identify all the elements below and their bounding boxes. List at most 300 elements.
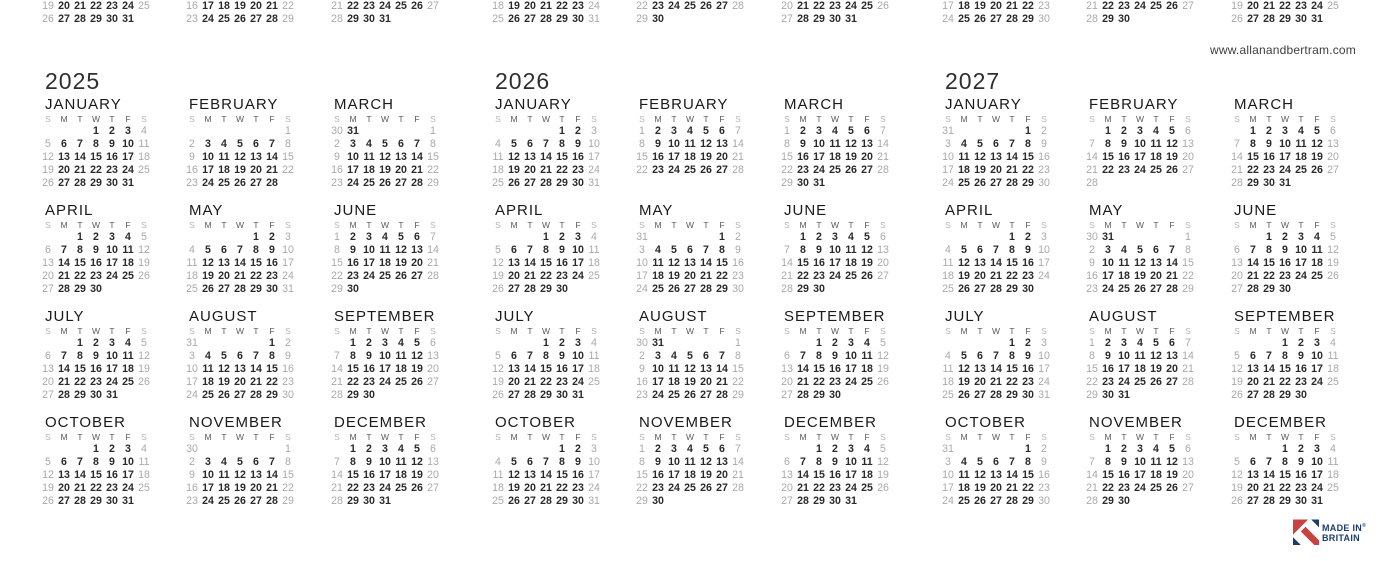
week-row <box>779 363 897 376</box>
date-cell: 24 <box>282 270 294 283</box>
empty-cell <box>232 337 248 350</box>
week-row <box>634 350 752 363</box>
date-cell: 27 <box>990 495 1002 508</box>
date-cell: 4 <box>961 456 967 469</box>
empty-cell <box>409 495 425 508</box>
date-cell: 7 <box>1266 456 1272 469</box>
weekday-header: F <box>575 220 581 230</box>
weekday-header-row <box>1229 325 1347 337</box>
week-row <box>40 443 158 456</box>
week-row <box>184 363 302 376</box>
date-cell: 18 <box>942 376 954 389</box>
empty-cell <box>1164 13 1180 26</box>
empty-cell <box>56 337 72 350</box>
date-cell: 2 <box>93 231 99 243</box>
date-cell: 23 <box>282 376 294 389</box>
date-cell: 31 <box>572 389 584 402</box>
date-cell: 6 <box>527 138 533 151</box>
date-cell: 3 <box>591 125 597 137</box>
date-cell: 15 <box>540 363 552 376</box>
date-cell: 28 <box>1086 177 1098 190</box>
date-cell: 31 <box>1102 231 1114 243</box>
date-cell: 18 <box>588 257 600 270</box>
date-cell: 16 <box>1038 469 1050 482</box>
weekday-header: T <box>109 220 115 230</box>
week-row <box>490 495 608 508</box>
date-cell: 7 <box>527 350 533 363</box>
empty-cell <box>988 337 1004 350</box>
date-cell: 20 <box>42 376 54 389</box>
week-row <box>940 151 1058 164</box>
date-cell: 26 <box>411 482 423 495</box>
week-row <box>779 164 897 177</box>
weekday-header: F <box>1314 432 1320 442</box>
weekday-header: S <box>189 114 195 124</box>
week-row <box>329 125 447 138</box>
weekday-header: W <box>830 326 840 336</box>
date-cell: 23 <box>829 376 841 389</box>
date-cell: 14 <box>234 257 246 270</box>
date-cell: 19 <box>42 164 54 177</box>
weekday-header: F <box>414 326 420 336</box>
date-cell: 19 <box>234 164 246 177</box>
date-cell: 18 <box>1134 363 1146 376</box>
week-row <box>490 244 608 257</box>
date-cell: 17 <box>1038 363 1050 376</box>
weekday-header: S <box>784 220 790 230</box>
date-cell: 2 <box>109 125 115 137</box>
month-title: JULY <box>945 308 985 325</box>
week-row <box>1084 456 1202 469</box>
date-cell: 6 <box>993 138 999 151</box>
date-cell: 22 <box>556 482 568 495</box>
date-cell: 28 <box>797 389 809 402</box>
date-cell: 10 <box>122 138 134 151</box>
badge-line1: MADE IN <box>1322 522 1363 533</box>
date-cell: 7 <box>993 244 999 257</box>
weekday-header: S <box>784 326 790 336</box>
date-cell: 28 <box>74 177 86 190</box>
date-cell: 18 <box>1150 151 1162 164</box>
date-cell: 16 <box>363 363 375 376</box>
date-cell: 6 <box>784 456 790 469</box>
date-cell: 8 <box>1009 350 1015 363</box>
date-cell: 21 <box>427 257 439 270</box>
date-cell: 5 <box>1169 443 1175 455</box>
date-cell: 13 <box>1247 363 1259 376</box>
date-cell: 13 <box>508 257 520 270</box>
empty-cell <box>698 231 714 244</box>
date-cell: 1 <box>543 231 549 243</box>
made-in-britain-badge <box>1293 519 1366 545</box>
date-cell: 26 <box>700 482 712 495</box>
week-row <box>1084 443 1202 456</box>
date-cell: 18 <box>202 376 214 389</box>
week-row <box>40 469 158 482</box>
week-row <box>490 151 608 164</box>
date-cell: 29 <box>74 389 86 402</box>
week-row <box>940 138 1058 151</box>
week-row <box>40 482 158 495</box>
date-cell: 3 <box>109 337 115 349</box>
date-cell: 20 <box>716 151 728 164</box>
date-cell: 23 <box>266 270 278 283</box>
date-cell: 12 <box>1231 469 1243 482</box>
date-cell: 23 <box>797 164 809 177</box>
date-cell: 22 <box>540 376 552 389</box>
date-cell: 14 <box>331 363 343 376</box>
date-cell: 14 <box>266 151 278 164</box>
week-row <box>40 177 158 190</box>
date-cell: 8 <box>816 350 822 363</box>
week-row <box>1229 337 1347 350</box>
date-cell: 19 <box>700 151 712 164</box>
date-cell: 30 <box>829 13 841 26</box>
week-row <box>1229 244 1347 257</box>
date-cell: 13 <box>1182 456 1194 469</box>
empty-cell <box>506 337 522 350</box>
date-cell: 4 <box>189 244 195 257</box>
date-cell: 28 <box>1166 283 1178 296</box>
date-cell: 17 <box>106 257 118 270</box>
date-cell: 3 <box>671 125 677 137</box>
date-cell: 27 <box>1247 389 1259 402</box>
date-cell: 4 <box>141 125 147 137</box>
date-cell: 23 <box>1038 482 1050 495</box>
date-cell: 25 <box>1150 164 1162 177</box>
date-cell: 16 <box>1295 363 1307 376</box>
date-cell: 24 <box>186 389 198 402</box>
date-cell: 6 <box>1169 337 1175 349</box>
week-row <box>1229 389 1347 402</box>
date-cell: 31 <box>122 177 134 190</box>
date-cell: 4 <box>398 443 404 455</box>
date-cell: 1 <box>639 443 645 455</box>
date-cell: 19 <box>508 164 520 177</box>
week-row <box>1229 151 1347 164</box>
empty-cell <box>136 177 152 190</box>
date-cell: 2 <box>285 337 291 349</box>
date-cell: 14 <box>1231 151 1243 164</box>
date-cell: 13 <box>1150 257 1162 270</box>
month-title: OCTOBER <box>945 414 1026 431</box>
empty-cell <box>184 125 200 138</box>
date-cell: 1 <box>93 125 99 137</box>
empty-cell <box>1293 283 1309 296</box>
date-cell: 4 <box>366 138 372 151</box>
empty-cell <box>136 13 152 26</box>
date-cell: 6 <box>45 244 51 257</box>
date-cell: 17 <box>572 363 584 376</box>
week-row <box>329 443 447 456</box>
date-cell: 19 <box>1231 376 1243 389</box>
week-row <box>490 283 608 296</box>
weekday-header: F <box>864 326 870 336</box>
date-cell: 12 <box>202 257 214 270</box>
weekday-header: T <box>848 114 854 124</box>
week-row <box>634 482 752 495</box>
empty-cell <box>1180 495 1196 508</box>
date-cell: 23 <box>363 482 375 495</box>
date-cell: 2 <box>1105 337 1111 349</box>
date-cell: 29 <box>250 283 262 296</box>
date-cell: 11 <box>379 244 391 257</box>
date-cell: 11 <box>1134 350 1146 363</box>
date-cell: 6 <box>221 244 227 257</box>
date-cell: 18 <box>588 363 600 376</box>
weekday-header: T <box>848 220 854 230</box>
weekday-header-row <box>490 325 608 337</box>
date-cell: 24 <box>1279 164 1291 177</box>
date-cell: 29 <box>556 177 568 190</box>
date-cell: 21 <box>266 164 278 177</box>
date-cell: 17 <box>942 482 954 495</box>
weekday-header: T <box>253 432 259 442</box>
weekday-header: T <box>1153 220 1159 230</box>
week-row <box>490 389 608 402</box>
weekday-header: M <box>654 220 662 230</box>
date-cell: 28 <box>524 283 536 296</box>
date-cell: 27 <box>250 177 262 190</box>
date-cell: 23 <box>829 482 841 495</box>
month-title: MARCH <box>1234 96 1294 113</box>
date-cell: 8 <box>1105 456 1111 469</box>
weekday-header: T <box>1009 326 1015 336</box>
date-cell: 3 <box>1314 337 1320 349</box>
date-cell: 23 <box>813 270 825 283</box>
date-cell: 8 <box>543 350 549 363</box>
date-cell: 21 <box>1263 0 1275 12</box>
date-cell: 19 <box>1150 363 1162 376</box>
date-cell: 30 <box>1038 495 1050 508</box>
date-cell: 5 <box>45 138 51 151</box>
empty-cell <box>136 495 152 508</box>
date-cell: 26 <box>974 177 986 190</box>
date-cell: 21 <box>1086 164 1098 177</box>
date-cell: 5 <box>398 231 404 243</box>
date-cell: 28 <box>1263 13 1275 26</box>
date-cell: 22 <box>636 0 648 12</box>
date-cell: 22 <box>1022 0 1034 12</box>
date-cell: 16 <box>556 363 568 376</box>
empty-cell <box>200 443 216 456</box>
date-cell: 17 <box>202 164 214 177</box>
weekday-header: W <box>1280 432 1290 442</box>
date-cell: 23 <box>186 495 198 508</box>
empty-cell <box>1148 13 1164 26</box>
month-title: APRIL <box>45 202 94 219</box>
empty-cell <box>875 283 891 296</box>
date-cell: 28 <box>732 164 744 177</box>
week-row <box>634 376 752 389</box>
week-row <box>779 13 897 26</box>
date-cell: 25 <box>186 283 198 296</box>
empty-cell <box>1132 177 1148 190</box>
date-cell: 5 <box>414 337 420 349</box>
date-cell: 29 <box>347 13 359 26</box>
week-row <box>1084 337 1202 350</box>
date-cell: 23 <box>1102 376 1114 389</box>
empty-cell <box>1325 283 1341 296</box>
date-cell: 24 <box>588 482 600 495</box>
empty-cell <box>522 125 538 138</box>
date-cell: 19 <box>234 0 246 12</box>
date-cell: 26 <box>1166 482 1178 495</box>
date-cell: 7 <box>334 456 340 469</box>
weekday-header: S <box>1234 220 1240 230</box>
empty-cell <box>216 443 232 456</box>
week-row <box>184 376 302 389</box>
date-cell: 6 <box>1153 244 1159 257</box>
week-row <box>184 495 302 508</box>
empty-cell <box>698 337 714 350</box>
week-row <box>634 257 752 270</box>
weekday-header: W <box>830 114 840 124</box>
weekday-header: T <box>1153 326 1159 336</box>
date-cell: 24 <box>1118 376 1130 389</box>
week-row <box>940 13 1058 26</box>
weekday-header: S <box>735 432 741 442</box>
date-cell: 13 <box>990 469 1002 482</box>
date-cell: 31 <box>652 337 664 349</box>
week-row <box>779 456 897 469</box>
date-cell: 2 <box>1025 337 1031 349</box>
date-cell: 15 <box>813 363 825 376</box>
weekday-header: M <box>1249 220 1257 230</box>
date-cell: 26 <box>379 177 391 190</box>
weekday-header: M <box>960 114 968 124</box>
weekday-header: S <box>141 220 147 230</box>
date-cell: 5 <box>141 231 147 243</box>
date-cell: 20 <box>58 482 70 495</box>
empty-cell <box>859 283 875 296</box>
week-row <box>634 138 752 151</box>
date-cell: 14 <box>1086 151 1098 164</box>
weekday-header: W <box>991 220 1001 230</box>
date-cell: 30 <box>572 13 584 26</box>
date-cell: 21 <box>797 376 809 389</box>
empty-cell <box>425 13 441 26</box>
empty-cell <box>40 231 56 244</box>
weekday-header: S <box>1234 432 1240 442</box>
empty-cell <box>859 177 875 190</box>
week-row <box>40 270 158 283</box>
date-cell: 29 <box>540 389 552 402</box>
date-cell: 30 <box>652 495 664 508</box>
weekday-header: S <box>945 326 951 336</box>
date-cell: 14 <box>797 363 809 376</box>
date-cell: 8 <box>784 138 790 151</box>
weekday-header: M <box>204 220 212 230</box>
date-cell: 19 <box>411 363 423 376</box>
date-cell: 19 <box>492 376 504 389</box>
date-cell: 13 <box>781 363 793 376</box>
week-row <box>634 231 752 244</box>
date-cell: 24 <box>1134 164 1146 177</box>
date-cell: 17 <box>829 257 841 270</box>
weekday-header: S <box>45 432 51 442</box>
date-cell: 20 <box>990 164 1002 177</box>
weekday-header: T <box>1298 432 1304 442</box>
date-cell: 12 <box>1231 363 1243 376</box>
date-cell: 8 <box>1089 350 1095 363</box>
empty-cell <box>522 443 538 456</box>
date-cell: 20 <box>58 0 70 12</box>
date-cell: 6 <box>784 350 790 363</box>
date-cell: 25 <box>1118 283 1130 296</box>
date-cell: 4 <box>495 138 501 151</box>
week-row <box>940 257 1058 270</box>
weekday-header: S <box>591 326 597 336</box>
date-cell: 26 <box>42 13 54 26</box>
week-row <box>940 244 1058 257</box>
date-cell: 19 <box>1134 270 1146 283</box>
date-cell: 15 <box>781 151 793 164</box>
empty-cell <box>956 125 972 138</box>
week-row <box>779 244 897 257</box>
date-cell: 13 <box>250 469 262 482</box>
date-cell: 15 <box>266 363 278 376</box>
empty-cell <box>425 389 441 402</box>
date-cell: 15 <box>540 257 552 270</box>
date-cell: 4 <box>1314 231 1320 243</box>
weekday-header: F <box>719 220 725 230</box>
date-cell: 7 <box>61 244 67 257</box>
week-row <box>40 389 158 402</box>
date-cell: 29 <box>716 283 728 296</box>
empty-cell <box>490 337 506 350</box>
date-cell: 30 <box>1038 13 1050 26</box>
date-cell: 21 <box>1086 0 1098 12</box>
date-cell: 4 <box>125 231 131 243</box>
date-cell: 7 <box>1089 456 1095 469</box>
month-december <box>1229 415 1347 508</box>
date-cell: 1 <box>816 337 822 349</box>
date-cell: 29 <box>1022 13 1034 26</box>
date-cell: 26 <box>202 283 214 296</box>
weekday-header: T <box>816 114 822 124</box>
weekday-header: S <box>639 326 645 336</box>
date-cell: 28 <box>990 283 1002 296</box>
weekday-header: T <box>109 432 115 442</box>
weekday-header: S <box>880 114 886 124</box>
weekday-header: F <box>1169 326 1175 336</box>
weekday-header: T <box>398 220 404 230</box>
weekday-header: S <box>285 326 291 336</box>
date-cell: 10 <box>202 151 214 164</box>
date-cell: 3 <box>945 138 951 151</box>
date-cell: 6 <box>398 138 404 151</box>
date-cell: 26 <box>1166 0 1178 12</box>
empty-cell <box>393 125 409 138</box>
empty-cell <box>650 231 666 244</box>
date-cell: 11 <box>958 151 970 164</box>
week-row <box>779 482 897 495</box>
week-row <box>490 363 608 376</box>
month-february <box>634 97 752 177</box>
date-cell: 1 <box>559 125 565 137</box>
weekday-header: W <box>541 114 551 124</box>
empty-cell <box>538 125 554 138</box>
date-cell: 28 <box>1247 283 1259 296</box>
weekday-header: M <box>960 326 968 336</box>
date-cell: 15 <box>1279 469 1291 482</box>
month-july <box>940 309 1058 402</box>
date-cell: 24 <box>379 0 391 12</box>
empty-cell <box>200 337 216 350</box>
date-cell: 19 <box>974 164 986 177</box>
date-cell: 1 <box>77 337 83 349</box>
